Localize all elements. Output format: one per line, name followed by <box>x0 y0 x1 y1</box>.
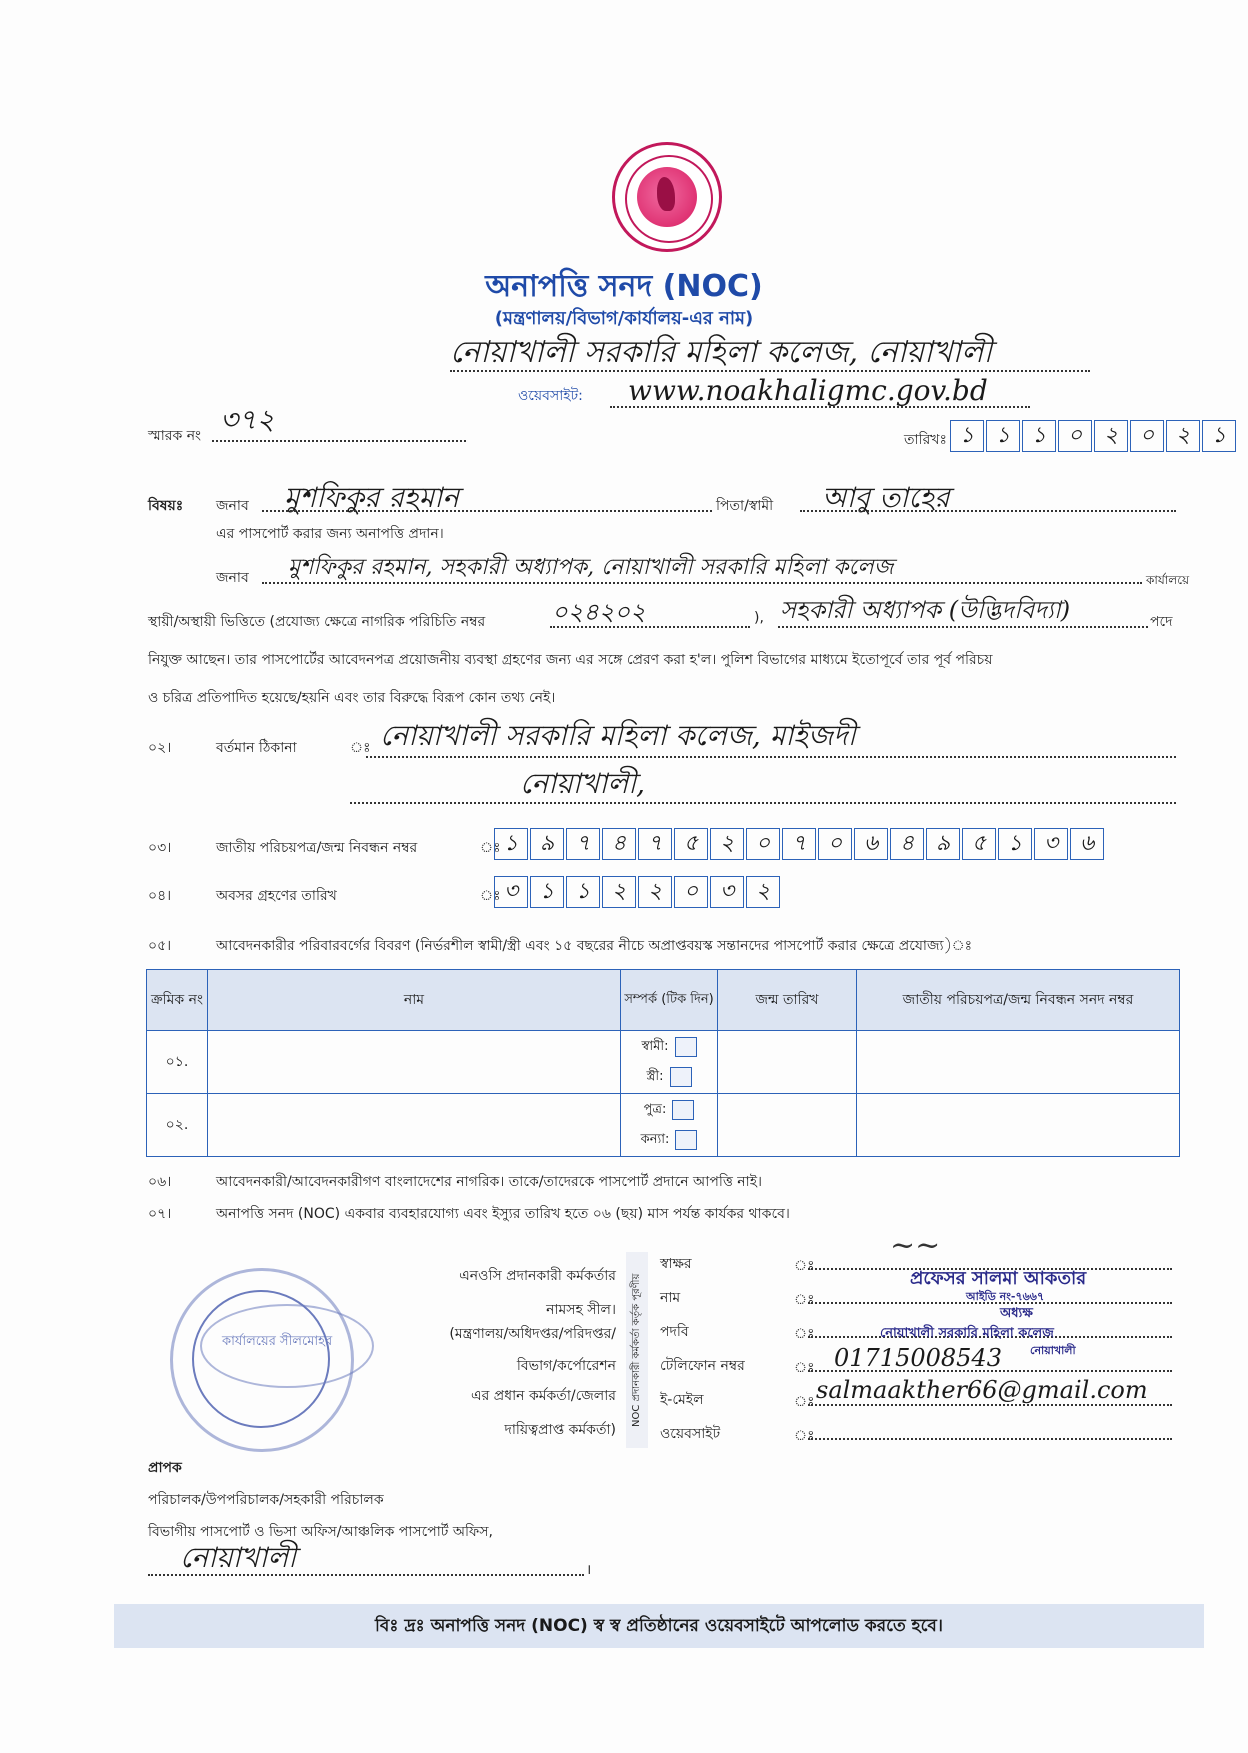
date-label: তারিখঃ <box>904 432 947 448</box>
website-value: www.noakhaligmc.gov.bd <box>628 374 988 407</box>
wife-checkbox[interactable] <box>670 1067 692 1087</box>
nid-boxes: ১ ৯ ৭ ৪ ৭ ৫ ২ ০ ৭ ০ ৬ ৪ ৯ ৫ ১ ৩ ৬ <box>494 828 1106 860</box>
body-office-suffix: কার্যালয়ে <box>1146 573 1190 587</box>
stamp-text: কার্যালয়ের সীলমোহর <box>222 1334 333 1349</box>
office-name: নোয়াখালী সরকারি মহিলা কলেজ, নোয়াখালী <box>450 335 993 370</box>
address-line2: নোয়াখালী, <box>520 767 646 800</box>
table-header-row <box>147 970 1180 1031</box>
recipient-line2: বিভাগীয় পাসপোর্ট ও ভিসা অফিস/আঞ্চলিক পাসপোর্ট অফিস, <box>148 1524 493 1540</box>
address-line1: নোয়াখালী সরকারি মহিলা কলেজ, মাইজদী <box>380 719 856 752</box>
body-line4: ও চরিত্র প্রতিপাদিত হয়েছে/হয়নি এবং তার বিরুদ্ধে বিরূপ কোন তথ্য নেই। <box>148 690 556 706</box>
item3-number: ০৩। <box>148 840 172 856</box>
government-seal-logo <box>612 142 722 252</box>
signatory-designation: অধ্যক্ষ <box>1000 1306 1033 1321</box>
subject-name: মুশফিকুর রহমান <box>284 481 459 514</box>
father-label: পিতা/স্বামী <box>716 498 774 514</box>
item4-number: ০৪। <box>148 888 172 904</box>
col-nid: জাতীয় পরিচয়পত্র/জন্ম নিবন্ধন সনদ নম্বর <box>857 970 1180 1031</box>
subject-label: বিষয়ঃ <box>148 498 184 514</box>
memo-label: স্মারক নং <box>148 428 202 444</box>
son-checkbox[interactable] <box>672 1100 694 1120</box>
retirement-date-boxes: ৩ ১ ১ ২ ২ ০ ৩ ২ <box>494 876 782 908</box>
item6-number: ০৬। <box>148 1174 172 1190</box>
website-label: ওয়েবসাইট: <box>518 388 583 404</box>
signatory-email: salmaakther66@gmail.com <box>816 1376 1148 1404</box>
item5-label: আবেদনকারীর পরিবারবর্গের বিবরণ (নির্ভরশীল স্বামী/স্ত্রী এবং ১৫ বছরের নীচে অপ্রাপ্তবয়স্ক সন্তানদের পাসপোর্ট করার ক্ষেত্রে প্রযোজ্য)ঃ <box>216 938 973 954</box>
item7-text: অনাপত্তি সনদ (NOC) একবার ব্যবহারযোগ্য এবং ইস্যুর তারিখ হতে ০৬ (ছয়) মাস পর্যন্ত কার্যকর থাকবে। <box>216 1206 790 1222</box>
family-table <box>146 969 1180 1157</box>
item4-label: অবসর গ্রহণের তারিখ <box>216 888 337 904</box>
post-suffix: পদে <box>1150 614 1173 630</box>
item7-number: ০৭। <box>148 1206 172 1222</box>
signatory-institution: নোয়াখালী সরকারি মহিলা কলেজ <box>880 1326 1054 1341</box>
body-line2-prefix: স্থায়ী/অস্থায়ী ভিত্তিতে (প্রযোজ্য ক্ষেত্রে নাগরিক পরিচিতি নম্বর <box>148 614 486 630</box>
husband-checkbox[interactable] <box>675 1037 697 1057</box>
body-name-designation: মুশফিকুর রহমান, সহকারী অধ্যাপক, নোয়াখালী সরকারি মহিলা কলেজ <box>288 555 894 580</box>
col-relation: সম্পর্ক (টিক দিন) <box>621 970 718 1031</box>
signatory-phone: 01715008543 <box>834 1344 1002 1372</box>
vertical-label: NOC প্রদানকারী কর্মকর্তা কর্তৃক পূরণীয় <box>626 1252 648 1448</box>
item5-number: ০৫। <box>148 938 172 954</box>
col-serial: ক্রমিক নং <box>147 970 208 1031</box>
post-value: সহকারী অধ্যাপক (উদ্ভিদবিদ্যা) <box>780 596 1071 624</box>
page-title: অনাপত্তি সনদ (NOC) <box>485 269 763 304</box>
item2-label: বর্তমান ঠিকানা <box>216 740 297 756</box>
item6-text: আবেদনকারী/আবেদনকারীগণ বাংলাদেশের নাগরিক। তাকে/তাদেরকে পাসপোর্ট প্রদানে আপত্তি নাই। <box>216 1174 763 1190</box>
daughter-checkbox[interactable] <box>675 1130 697 1150</box>
citizen-id: ০২৪২০২ <box>552 598 646 626</box>
subject-line2: এর পাসপোর্ট করার জন্য অনাপত্তি প্রদান। <box>216 526 444 542</box>
subject-mr-label: জনাব <box>216 498 249 514</box>
body-line3: নিযুক্ত আছেন। তার পাসপোর্টের আবেদনপত্র প্রয়োজনীয় ব্যবস্থা গ্রহণের জন্য এর সঙ্গে প্রেরণ করা হ'ল। পুলিশ বিভাগের মাধ্যমে ইতোপূর্বে তার পূর্ব পরিচয় <box>148 652 993 668</box>
table-row: ০১. স্বামী: স্ত্রী: <box>147 1031 1180 1094</box>
signature: ~~ <box>890 1228 941 1263</box>
col-name: নাম <box>208 970 621 1031</box>
body-mr-label: জনাব <box>216 570 249 586</box>
signatory-id: আইডি নং-৭৬৬৭ <box>966 1290 1045 1303</box>
signatory-place: নোয়াখালী <box>1030 1344 1076 1357</box>
date-boxes: ১ ১ ১ ০ ২ ০ ২ ১ <box>950 420 1238 452</box>
page-subtitle: (মন্ত্রণালয়/বিভাগ/কার্যালয়-এর নাম) <box>494 308 754 329</box>
table-row: ০২. পুত্র: কন্যা: <box>147 1094 1180 1157</box>
memo-number: ৩৭২ <box>220 403 275 436</box>
father-name: আবু তাহের <box>822 481 950 514</box>
footer-note: বিঃ দ্রঃ অনাপত্তি সনদ (NOC) স্ব স্ব প্রতিষ্ঠানের ওয়েবসাইটে আপলোড করতে হবে। <box>114 1604 1204 1648</box>
recipient-line1: পরিচালক/উপপরিচালক/সহকারী পরিচালক <box>148 1492 384 1508</box>
item3-label: জাতীয় পরিচয়পত্র/জন্ম নিবন্ধন নম্বর <box>216 840 418 856</box>
col-birthdate: জন্ম তারিখ <box>718 970 857 1031</box>
recipient-city: নোয়াখালী <box>180 1541 297 1574</box>
item2-number: ০২। <box>148 740 172 756</box>
signatory-name: প্রফেসর সালমা আকতার <box>910 1268 1087 1289</box>
recipient-label: প্রাপক <box>148 1460 182 1476</box>
